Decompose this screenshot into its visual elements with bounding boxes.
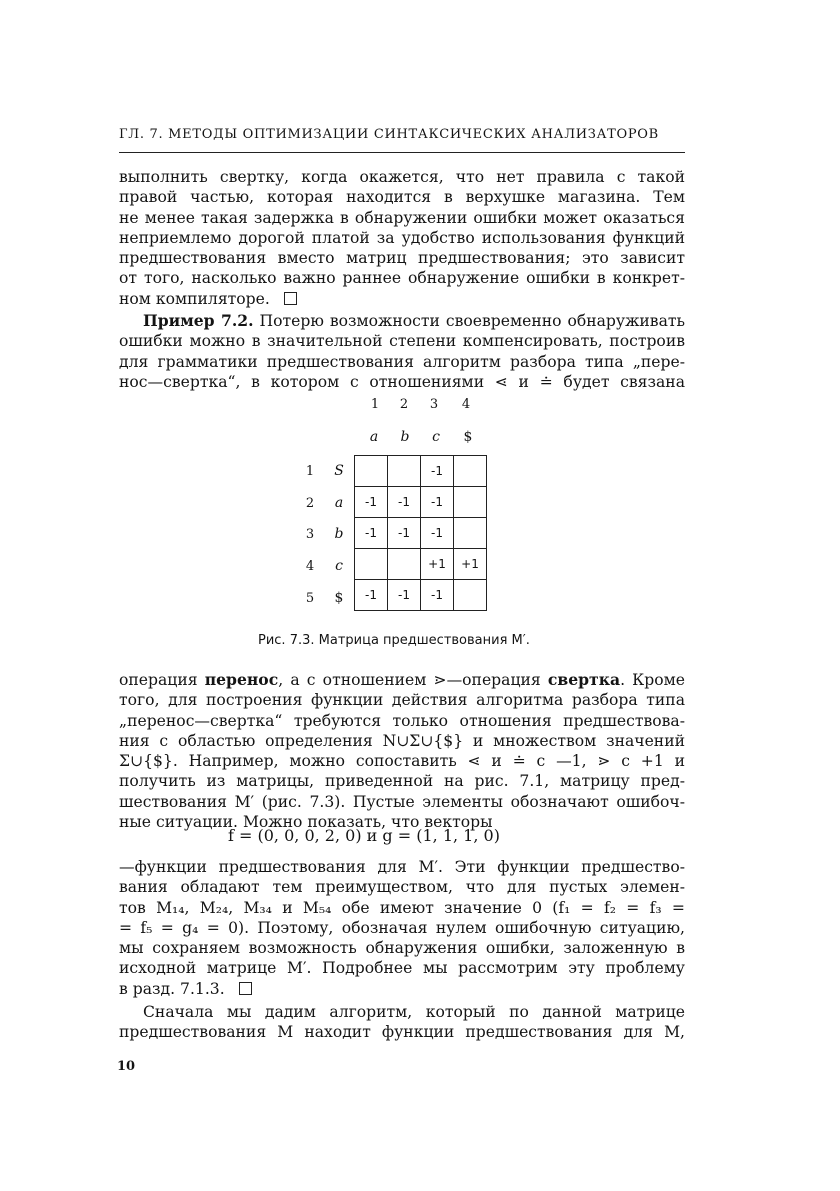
- text-line: того, для построения функции действия алгоритма разбора типа: [119, 691, 685, 710]
- matrix-cell: -1: [355, 487, 388, 518]
- matrix-cell: +1: [454, 549, 487, 580]
- row-symbol: b: [334, 526, 344, 542]
- text-line: не менее такая задержка в обнаружении ошибки может оказаться: [119, 208, 685, 227]
- text-line: тов M₁₄, M₂₄, M₃₄ и M₅₄ обе имеют значение 0 (f₁ = f₂ = f₃ =: [119, 898, 685, 917]
- paragraph-2: [119, 311, 685, 392]
- example-label: Пример 7.2.: [143, 311, 254, 330]
- paragraph-1: [119, 167, 685, 309]
- text-line: неприемлемо дорогой платой за удобство использования функций: [119, 228, 685, 247]
- matrix-cell: -1: [388, 487, 421, 518]
- matrix-cell: -1: [421, 580, 454, 611]
- text-line: операция перенос, а с отношением ⋗—операция свертка. Кроме: [119, 670, 685, 689]
- text-line: ошибки можно в значительной степени компенсировать, построив: [119, 332, 685, 351]
- matrix-cell: [355, 549, 388, 580]
- page-number: 10: [117, 1059, 136, 1074]
- text-line: выполнить свертку, когда окажется, что нет правила с такой: [119, 168, 685, 186]
- matrix-row: [355, 549, 487, 580]
- paragraph-3: [119, 670, 685, 832]
- row-symbol: a: [334, 495, 344, 511]
- text-line: мы сохраняем возможность обнаружения ошибки, заложенную в: [119, 939, 685, 958]
- row-number: 3: [305, 527, 315, 542]
- row-number: 2: [305, 496, 315, 511]
- text-line: „перенос—свертка“ требуются только отношения предшествова-: [119, 711, 685, 730]
- matrix-cell: -1: [421, 456, 454, 487]
- matrix-cell: [454, 580, 487, 611]
- matrix-row: [355, 487, 487, 518]
- text-line: ния с областью определения N∪Σ∪{$} и множеством значений: [119, 731, 685, 750]
- row-symbol: S: [334, 463, 344, 479]
- matrix-cell: +1: [421, 549, 454, 580]
- matrix-cell: [454, 487, 487, 518]
- precedence-matrix-figure: [296, 393, 506, 633]
- text-line: —функции предшествования для M′. Эти функции предшество-: [119, 858, 685, 876]
- paragraph-4: [119, 857, 685, 999]
- text-line: шествования M′ (рис. 7.3). Пустые элементы обозначают ошибоч-: [119, 792, 685, 811]
- matrix-cell: [355, 456, 388, 487]
- text-line: от того, насколько важно раннее обнаружение ошибки в конкрет-: [119, 269, 685, 288]
- matrix-cell: [454, 456, 487, 487]
- text-line: Пример 7.2. Потерю возможности своевременно обнаруживать: [143, 311, 685, 330]
- text-line: нос—свертка“, в котором с отношениями ⋖ и ≐ будет связана: [119, 372, 685, 391]
- text-line: правой частью, которая находится в верхушке магазина. Тем: [119, 188, 685, 207]
- text-line: для грамматики предшествования алгоритм разбора типа „пере-: [119, 352, 685, 371]
- row-number: 1: [305, 464, 315, 479]
- header-rule: [119, 152, 685, 153]
- matrix-row: [355, 456, 487, 487]
- matrix-cell: -1: [355, 580, 388, 611]
- matrix-row: [355, 580, 487, 611]
- vector-formula: f = (0, 0, 0, 2, 0) и g = (1, 1, 1, 0): [228, 826, 500, 845]
- text-line: Σ∪{$}. Например, можно сопоставить ⋖ и ≐ с —1, ⋗ с +1 и: [119, 752, 685, 771]
- matrix-cell: [388, 549, 421, 580]
- matrix-grid: [354, 455, 487, 611]
- text-line: ном компиляторе.: [119, 289, 685, 309]
- text-line: предшествования M находит функции предшествования для M,: [119, 1023, 685, 1042]
- matrix-cell: [388, 456, 421, 487]
- column-number: 4: [461, 397, 471, 412]
- matrix-cell: -1: [355, 518, 388, 549]
- matrix-cell: -1: [421, 487, 454, 518]
- matrix-cell: [454, 518, 487, 549]
- text-line: = f₅ = g₄ = 0). Поэтому, обозначая нулем ошибочную ситуацию,: [119, 918, 685, 937]
- text-line: в разд. 7.1.3.: [119, 979, 685, 999]
- text-line: Сначала мы дадим алгоритм, который по данной матрице: [143, 1003, 685, 1021]
- column-number: 1: [370, 397, 380, 412]
- row-symbol: c: [335, 558, 343, 574]
- column-number: 3: [429, 397, 439, 412]
- running-header: ГЛ. 7. МЕТОДЫ ОПТИМИЗАЦИИ СИНТАКСИЧЕСКИХ АНАЛИЗАТОРОВ: [119, 127, 659, 142]
- column-symbol: a: [369, 429, 379, 445]
- column-symbol: b: [400, 429, 410, 445]
- text-line: предшествования вместо матриц предшествования; это зависит: [119, 249, 685, 268]
- column-symbol: $: [463, 429, 473, 445]
- text-line: вания обладают тем преимуществом, что для пустых элемен-: [119, 878, 685, 897]
- figure-caption: Рис. 7.3. Матрица предшествования M′.: [258, 633, 530, 648]
- column-number: 2: [399, 397, 409, 412]
- end-of-proof-icon: [284, 292, 297, 305]
- text-line: исходной матрице M′. Подробнее мы рассмотрим эту проблему: [119, 959, 685, 978]
- column-symbol: c: [432, 429, 440, 445]
- row-symbol: $: [334, 590, 344, 606]
- text-line: получить из матрицы, приведенной на рис. 7.1, матрицу пред-: [119, 772, 685, 791]
- row-number: 4: [305, 559, 315, 574]
- paragraph-5: [119, 1002, 685, 1043]
- row-number: 5: [305, 591, 315, 606]
- end-of-proof-icon: [239, 982, 252, 995]
- matrix-cell: -1: [388, 518, 421, 549]
- matrix-cell: -1: [421, 518, 454, 549]
- matrix-row: [355, 518, 487, 549]
- matrix-cell: -1: [388, 580, 421, 611]
- text-line: ные ситуации. Можно показать, что векторы: [119, 813, 493, 832]
